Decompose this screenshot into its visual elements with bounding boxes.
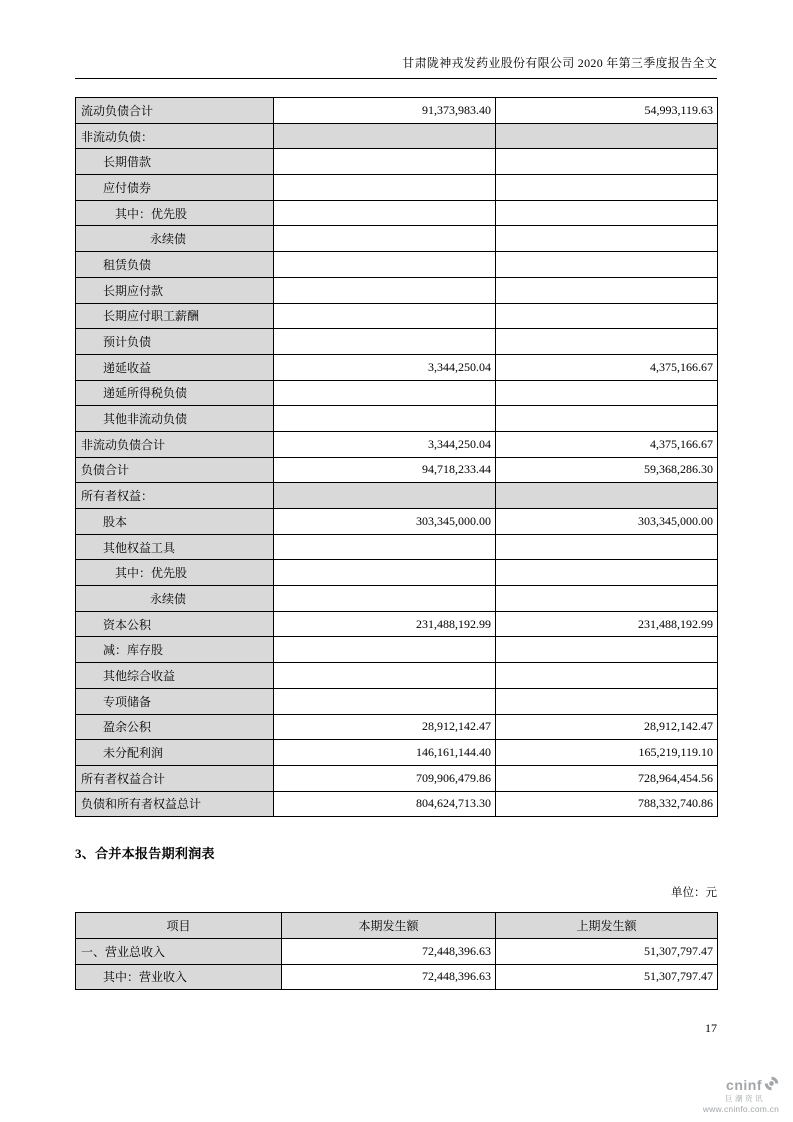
table-row	[76, 663, 718, 689]
prior-period-value	[496, 534, 718, 560]
balance-sheet-body	[76, 98, 718, 817]
prior-period-value	[496, 560, 718, 586]
prior-period-value	[496, 637, 718, 663]
current-period-value: 72,448,396.63	[282, 964, 496, 990]
table-row	[76, 380, 718, 406]
table-row	[76, 534, 718, 560]
cninfo-brand-row	[703, 1076, 779, 1093]
row-label: 流动负债合计	[76, 98, 274, 124]
row-label: 所有者权益合计	[76, 765, 274, 791]
row-label: 非流动负债合计	[76, 431, 274, 457]
row-label: 所有者权益：	[76, 483, 274, 509]
prior-period-value	[496, 175, 718, 201]
prior-period-value	[496, 303, 718, 329]
row-label: 永续债	[76, 226, 274, 252]
current-period-value	[274, 560, 496, 586]
row-label: 长期借款	[76, 149, 274, 175]
row-label: 未分配利润	[76, 740, 274, 766]
table-row	[76, 98, 718, 124]
current-period-value: 231,488,192.99	[274, 611, 496, 637]
row-label: 资本公积	[76, 611, 274, 637]
current-period-value: 94,718,233.44	[274, 457, 496, 483]
prior-period-value: 4,375,166.67	[496, 431, 718, 457]
row-label: 其中：优先股	[76, 560, 274, 586]
table-row	[76, 252, 718, 278]
current-period-value: 804,624,713.30	[274, 791, 496, 817]
prior-period-value: 788,332,740.86	[496, 791, 718, 817]
row-label: 负债和所有者权益总计	[76, 791, 274, 817]
cninfo-url: www.cninfo.com.cn	[702, 1103, 779, 1114]
table-row	[76, 123, 718, 149]
row-label: 其他非流动负债	[76, 406, 274, 432]
prior-period-value: 54,993,119.63	[496, 98, 718, 124]
balance-sheet-table	[75, 97, 718, 817]
table-row	[76, 483, 718, 509]
prior-period-value	[496, 277, 718, 303]
cninfo-brand-text: cninf	[726, 1076, 762, 1093]
row-label: 其中：优先股	[76, 200, 274, 226]
table-row	[76, 611, 718, 637]
table-row	[76, 175, 718, 201]
page-header	[75, 0, 717, 79]
table-row	[76, 329, 718, 355]
prior-period-value: 728,964,454.56	[496, 765, 718, 791]
prior-period-value: 51,307,797.47	[496, 964, 718, 990]
current-period-value: 72,448,396.63	[282, 938, 496, 964]
section-heading: 3、合并本报告期利润表	[75, 846, 215, 862]
prior-period-value: 303,345,000.00	[496, 509, 718, 535]
row-label: 股本	[76, 509, 274, 535]
table-row	[76, 586, 718, 612]
table-row	[76, 765, 718, 791]
table-row	[76, 457, 718, 483]
row-label: 专项储备	[76, 688, 274, 714]
current-period-value	[274, 329, 496, 355]
row-label: 应付债券	[76, 175, 274, 201]
row-label: 一、营业总收入	[76, 938, 282, 964]
prior-period-value	[496, 226, 718, 252]
cninfo-subtitle: 巨潮资讯	[725, 1094, 765, 1103]
current-period-value	[274, 688, 496, 714]
unit-label: 单位：元	[671, 887, 717, 900]
table-row	[76, 688, 718, 714]
current-period-value	[274, 200, 496, 226]
row-label: 减：库存股	[76, 637, 274, 663]
column-header-current-period: 本期发生额	[282, 913, 496, 939]
table-row	[76, 637, 718, 663]
prior-period-value	[496, 123, 718, 149]
prior-period-value: 51,307,797.47	[496, 938, 718, 964]
prior-period-value: 28,912,142.47	[496, 714, 718, 740]
table-row	[76, 791, 718, 817]
table-row	[76, 303, 718, 329]
income-statement-table	[75, 912, 718, 990]
prior-period-value: 165,219,119.10	[496, 740, 718, 766]
current-period-value	[274, 663, 496, 689]
table-row	[76, 964, 718, 990]
current-period-value: 709,906,479.86	[274, 765, 496, 791]
prior-period-value	[496, 663, 718, 689]
current-period-value: 28,912,142.47	[274, 714, 496, 740]
column-header-item: 项目	[76, 913, 282, 939]
row-label: 永续债	[76, 586, 274, 612]
row-label: 非流动负债：	[76, 123, 274, 149]
table-row	[76, 509, 718, 535]
current-period-value	[274, 175, 496, 201]
current-period-value	[274, 586, 496, 612]
prior-period-value	[496, 483, 718, 509]
table-row	[76, 406, 718, 432]
table-row	[76, 149, 718, 175]
current-period-value	[274, 226, 496, 252]
current-period-value	[274, 303, 496, 329]
prior-period-value	[496, 688, 718, 714]
prior-period-value	[496, 406, 718, 432]
row-label: 租赁负债	[76, 252, 274, 278]
cninfo-watermark	[703, 1076, 779, 1113]
row-label: 长期应付款	[76, 277, 274, 303]
row-label: 递延所得税负债	[76, 380, 274, 406]
table-row	[76, 200, 718, 226]
current-period-value	[274, 483, 496, 509]
prior-period-value: 231,488,192.99	[496, 611, 718, 637]
current-period-value: 303,345,000.00	[274, 509, 496, 535]
report-title: 甘肃陇神戎发药业股份有限公司 2020 年第三季度报告全文	[402, 56, 717, 70]
prior-period-value	[496, 329, 718, 355]
row-label: 负债合计	[76, 457, 274, 483]
current-period-value: 3,344,250.04	[274, 431, 496, 457]
header-rule	[75, 78, 717, 79]
prior-period-value	[496, 200, 718, 226]
current-period-value: 146,161,144.40	[274, 740, 496, 766]
current-period-value	[274, 534, 496, 560]
row-label: 递延收益	[76, 354, 274, 380]
current-period-value	[274, 277, 496, 303]
table-row	[76, 277, 718, 303]
income-header-row	[76, 913, 718, 939]
table-row	[76, 226, 718, 252]
cninfo-swirl-icon	[764, 1076, 779, 1093]
row-label: 其他权益工具	[76, 534, 274, 560]
table-row	[76, 431, 718, 457]
row-label: 其中：营业收入	[76, 964, 282, 990]
current-period-value: 91,373,983.40	[274, 98, 496, 124]
table-row	[76, 938, 718, 964]
table-row	[76, 714, 718, 740]
row-label: 长期应付职工薪酬	[76, 303, 274, 329]
prior-period-value	[496, 252, 718, 278]
page-number: 17	[705, 1021, 717, 1036]
current-period-value	[274, 123, 496, 149]
current-period-value: 3,344,250.04	[274, 354, 496, 380]
table-row	[76, 740, 718, 766]
row-label: 预计负债	[76, 329, 274, 355]
table-row	[76, 354, 718, 380]
prior-period-value	[496, 149, 718, 175]
current-period-value	[274, 637, 496, 663]
current-period-value	[274, 149, 496, 175]
prior-period-value: 59,368,286.30	[496, 457, 718, 483]
prior-period-value	[496, 586, 718, 612]
current-period-value	[274, 406, 496, 432]
current-period-value	[274, 380, 496, 406]
current-period-value	[274, 252, 496, 278]
table-row	[76, 560, 718, 586]
prior-period-value	[496, 380, 718, 406]
row-label: 盈余公积	[76, 714, 274, 740]
column-header-prior-period: 上期发生额	[496, 913, 718, 939]
prior-period-value: 4,375,166.67	[496, 354, 718, 380]
row-label: 其他综合收益	[76, 663, 274, 689]
income-statement-body	[76, 938, 718, 989]
